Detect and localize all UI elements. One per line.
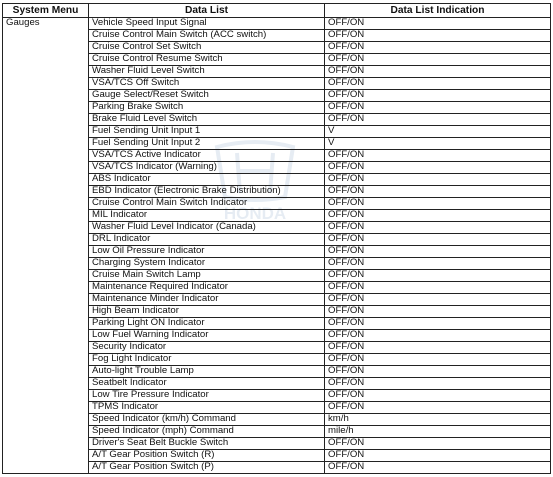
data-list-item: Maintenance Minder Indicator — [89, 294, 325, 306]
data-list-item: MIL Indicator — [89, 210, 325, 222]
data-list-indication: OFF/ON — [325, 462, 551, 474]
data-list-item: Cruise Control Main Switch (ACC switch) — [89, 30, 325, 42]
data-list-item: Brake Fluid Level Switch — [89, 114, 325, 126]
data-list-item: Speed Indicator (mph) Command — [89, 426, 325, 438]
data-list-item: Maintenance Required Indicator — [89, 282, 325, 294]
data-list-indication: OFF/ON — [325, 438, 551, 450]
data-list-indication: OFF/ON — [325, 450, 551, 462]
table-row — [3, 18, 551, 30]
data-list-indication: mile/h — [325, 426, 551, 438]
data-list-indication: OFF/ON — [325, 198, 551, 210]
data-list-indication: OFF/ON — [325, 270, 551, 282]
data-list-item: Seatbelt Indicator — [89, 378, 325, 390]
data-list-indication: OFF/ON — [325, 354, 551, 366]
data-list-item: Fuel Sending Unit Input 1 — [89, 126, 325, 138]
header-system-menu: System Menu — [3, 4, 89, 18]
data-list-indication: OFF/ON — [325, 42, 551, 54]
data-list-indication: OFF/ON — [325, 222, 551, 234]
data-list-indication: OFF/ON — [325, 378, 551, 390]
data-list-indication: OFF/ON — [325, 54, 551, 66]
data-list-item: A/T Gear Position Switch (R) — [89, 450, 325, 462]
data-list-item: A/T Gear Position Switch (P) — [89, 462, 325, 474]
data-list-item: Security Indicator — [89, 342, 325, 354]
data-list-item: Parking Light ON Indicator — [89, 318, 325, 330]
table-header-row — [3, 4, 551, 18]
data-list-indication: OFF/ON — [325, 150, 551, 162]
data-list-item: Gauge Select/Reset Switch — [89, 90, 325, 102]
data-list-item: Auto-light Trouble Lamp — [89, 366, 325, 378]
data-list-indication: OFF/ON — [325, 234, 551, 246]
data-list-indication: OFF/ON — [325, 162, 551, 174]
data-list-indication: OFF/ON — [325, 102, 551, 114]
data-list-table — [2, 3, 551, 474]
data-list-item: Cruise Control Set Switch — [89, 42, 325, 54]
data-list-item: VSA/TCS Off Switch — [89, 78, 325, 90]
data-list-indication: OFF/ON — [325, 258, 551, 270]
header-data-list: Data List — [89, 4, 325, 18]
data-list-indication: OFF/ON — [325, 30, 551, 42]
data-list-indication: OFF/ON — [325, 210, 551, 222]
system-menu-cell: Gauges — [3, 18, 89, 474]
data-list-item: Speed Indicator (km/h) Command — [89, 414, 325, 426]
data-list-indication: OFF/ON — [325, 294, 551, 306]
data-list-item: TPMS Indicator — [89, 402, 325, 414]
data-list-indication: OFF/ON — [325, 114, 551, 126]
data-list-item: Fuel Sending Unit Input 2 — [89, 138, 325, 150]
data-list-indication: OFF/ON — [325, 306, 551, 318]
data-list-indication: OFF/ON — [325, 282, 551, 294]
honda-watermark-text: HONDA — [223, 204, 287, 223]
data-list-item: Charging System Indicator — [89, 258, 325, 270]
data-list-item: VSA/TCS Indicator (Warning) — [89, 162, 325, 174]
data-list-item: Washer Fluid Level Switch — [89, 66, 325, 78]
data-list-indication: V — [325, 138, 551, 150]
data-list-item: Fog Light Indicator — [89, 354, 325, 366]
data-list-item: Cruise Main Switch Lamp — [89, 270, 325, 282]
header-data-list-indication: Data List Indication — [325, 4, 551, 18]
data-list-indication: OFF/ON — [325, 318, 551, 330]
data-list-indication: OFF/ON — [325, 78, 551, 90]
data-list-item: VSA/TCS Active Indicator — [89, 150, 325, 162]
data-list-indication: OFF/ON — [325, 246, 551, 258]
data-list-indication: OFF/ON — [325, 402, 551, 414]
data-list-indication: OFF/ON — [325, 186, 551, 198]
data-list-item: ABS Indicator — [89, 174, 325, 186]
data-list-item: Vehicle Speed Input Signal — [89, 18, 325, 30]
data-list-indication: OFF/ON — [325, 18, 551, 30]
data-list-item: Low Fuel Warning Indicator — [89, 330, 325, 342]
data-list-item: DRL Indicator — [89, 234, 325, 246]
data-list-item: Low Tire Pressure Indicator — [89, 390, 325, 402]
data-list-indication: km/h — [325, 414, 551, 426]
data-list-indication: OFF/ON — [325, 342, 551, 354]
data-list-item: Driver's Seat Belt Buckle Switch — [89, 438, 325, 450]
data-list-item: Cruise Control Resume Switch — [89, 54, 325, 66]
data-list-item: EBD Indicator (Electronic Brake Distribution) — [89, 186, 325, 198]
data-list-indication: OFF/ON — [325, 90, 551, 102]
data-list-indication: OFF/ON — [325, 66, 551, 78]
data-list-item: Cruise Control Main Switch Indicator — [89, 198, 325, 210]
data-list-indication: OFF/ON — [325, 366, 551, 378]
data-list-item: Washer Fluid Level Indicator (Canada) — [89, 222, 325, 234]
data-list-item: Parking Brake Switch — [89, 102, 325, 114]
data-list-item: Low Oil Pressure Indicator — [89, 246, 325, 258]
data-list-indication: OFF/ON — [325, 330, 551, 342]
data-list-indication: V — [325, 126, 551, 138]
data-list-indication: OFF/ON — [325, 390, 551, 402]
data-list-indication: OFF/ON — [325, 174, 551, 186]
data-list-item: High Beam Indicator — [89, 306, 325, 318]
table-body — [3, 18, 551, 474]
